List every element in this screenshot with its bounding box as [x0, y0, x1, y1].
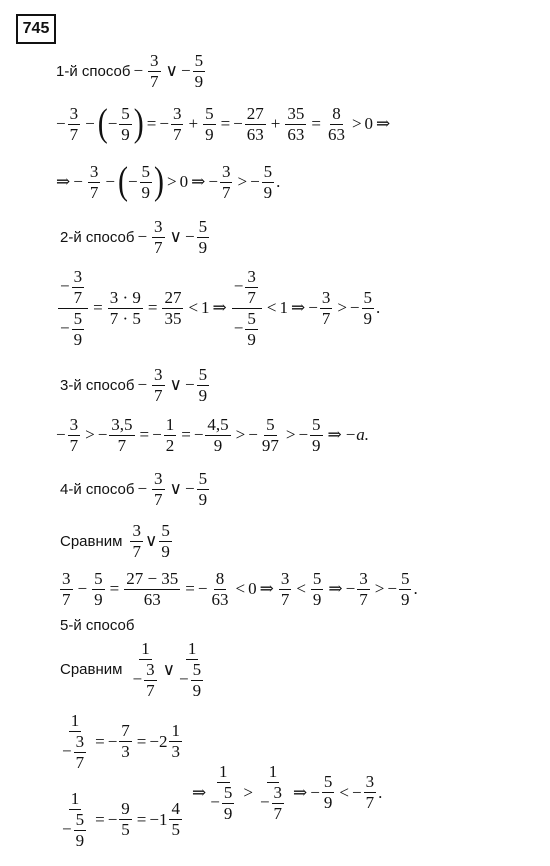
method2-heading: 2-й способ − $\frac{3}{7}$ ∨ − $\frac{5}{9}$ — [60, 217, 208, 257]
method1-heading: 1-й способ − $\frac{3}{7}$ ∨ − $\frac{5}{9}$ — [56, 51, 204, 91]
method5-compare: Сравним 1 − $\frac{3}{7}$ ∨ 1 − $\frac{5}{9}$ — [60, 639, 202, 700]
method3-heading: 3-й способ − $\frac{3}{7}$ ∨ − $\frac{5}{9}$ — [60, 365, 208, 405]
problem-number: 745 — [16, 14, 56, 44]
method4-step: 3 7 − $\frac{5}{9}$ = $\frac{27 - 35}{63}$ = − $\frac{8}{63}$ < 0 ⇒ 3 7 < 5 9 ⇒ − $\frac{3}{7}$ > − $\frac{5}{9}$ . — [62, 569, 418, 609]
method5-conclusion: ⇒ 1 − $\frac{5}{9}$ > 1 − $\frac{3}{7}$ ⇒ − $\frac{5}{9}$ < − $\frac{3}{7}$ . — [192, 762, 383, 823]
method1-step2: ⇒ − $\frac{3}{7}$ − ( − $\frac{5}{9}$ ) > 0 ⇒ − $\frac{3}{7}$ > − $\frac{5}{9}$ . — [56, 160, 281, 204]
method5-step1: 1 − $\frac{3}{7}$ = − $\frac{7}{3}$ = − 2 1 3 — [62, 711, 180, 772]
method4-label: 4-й способ — [60, 480, 135, 498]
method5-heading — [60, 617, 134, 634]
method5-label: 5-й способ — [60, 617, 135, 634]
method1-step1: − $\frac{3}{7}$ − ( − $\frac{5}{9}$ ) = − $\frac{3}{7}$ + $\frac{5}{9}$ = − $\frac{27}{63}$ + $\frac{35}{63}$ = $\frac{8}{63}$ > 0 ⇒ — [56, 102, 391, 146]
method3-step: − $\frac{3}{7}$ > − $\frac{3,5}{7}$ = − $\frac{1}{2}$ = − $\frac{4,5}{9}$ > − $\frac{5}{97}$ > − $\frac{5}{9}$ ⇒ −a. — [56, 415, 370, 455]
method5-step2: 1 − $\frac{5}{9}$ = − $\frac{9}{5}$ = − 1 4 5 — [62, 789, 180, 850]
method2-step: − $\frac{3}{7}$ − $\frac{5}{9}$ = $\frac{3 \cdot 9}{7 \cdot 5}$ = $\frac{27}{35}$ < 1 ⇒ − $\frac{3}{7}$ − $\frac{5}{9}$ < 1 ⇒ − $\frac{3}{7}$ > − $\frac{5}{9}$ . — [60, 267, 381, 349]
method1-label: 1-й способ — [56, 62, 131, 80]
method3-label: 3-й способ — [60, 376, 135, 394]
method4-compare: Сравним 3 7 ∨ 5 9 — [60, 521, 170, 561]
method4-heading: 4-й способ − $\frac{3}{7}$ ∨ − $\frac{5}{9}$ — [60, 469, 208, 509]
method2-label: 2-й способ — [60, 228, 135, 246]
